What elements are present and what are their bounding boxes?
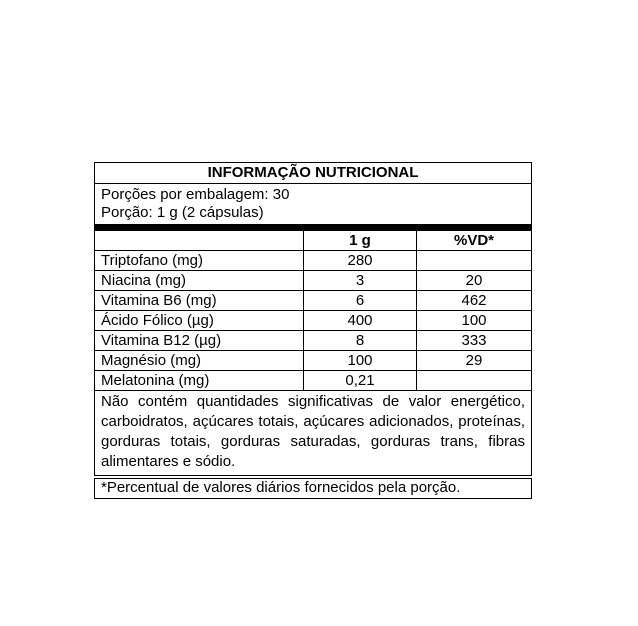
table-row bbox=[95, 371, 531, 391]
table-row bbox=[95, 331, 531, 351]
nutrient-vd: 462 bbox=[417, 291, 532, 311]
servings-info bbox=[95, 184, 531, 224]
table-row bbox=[95, 251, 531, 271]
nutrient-name: Niacina (mg) bbox=[95, 271, 304, 291]
nutrient-amount: 100 bbox=[304, 351, 417, 371]
nutrient-vd: 20 bbox=[417, 271, 532, 291]
nutrient-name: Triptofano (mg) bbox=[95, 251, 304, 271]
header-vd-cell: %VD* bbox=[453, 232, 494, 249]
nutrient-name: Magnésio (mg) bbox=[95, 351, 304, 371]
header-name-cell bbox=[95, 231, 304, 251]
nutrient-vd: 333 bbox=[417, 331, 532, 351]
nutrient-amount: 0,21 bbox=[304, 371, 417, 391]
nutrition-facts-label bbox=[94, 162, 532, 476]
serving-size: Porção: 1 g (2 cápsulas) bbox=[101, 204, 264, 221]
nutrient-name: Vitamina B6 (mg) bbox=[95, 291, 304, 311]
nutrient-vd bbox=[417, 371, 532, 391]
insignificant-amounts-notice: Não contém quantidades significativas de valor energético, carboidratos, açúcares totais, açúcares adicionados, proteínas, gorduras totais, gorduras saturadas, gorduras trans, fibras alimentares e sódio. bbox=[95, 390, 531, 475]
daily-value-footnote: *Percentual de valores diários fornecidos pela porção. bbox=[94, 478, 532, 499]
nutrient-name: Ácido Fólico (µg) bbox=[95, 311, 304, 331]
table-row bbox=[95, 311, 531, 331]
nutrient-amount: 280 bbox=[304, 251, 417, 271]
nutrient-amount: 8 bbox=[304, 331, 417, 351]
header-amount-cell: 1 g bbox=[304, 231, 417, 251]
servings-per-package: Porções por embalagem: 30 bbox=[101, 186, 290, 203]
nutrient-amount: 6 bbox=[304, 291, 417, 311]
nutrient-vd: 29 bbox=[417, 351, 532, 371]
nutrient-vd bbox=[417, 251, 532, 271]
table-header-row bbox=[95, 231, 531, 251]
nutrient-table bbox=[95, 231, 531, 390]
label-title: INFORMAÇÃO NUTRICIONAL bbox=[95, 163, 531, 184]
thick-divider bbox=[95, 224, 531, 231]
nutrient-amount: 3 bbox=[304, 271, 417, 291]
table-row bbox=[95, 271, 531, 291]
nutrient-name: Vitamina B12 (µg) bbox=[95, 331, 304, 351]
table-row bbox=[95, 351, 531, 371]
nutrient-name: Melatonina (mg) bbox=[95, 371, 304, 391]
nutrient-vd: 100 bbox=[417, 311, 532, 331]
nutrient-amount: 400 bbox=[304, 311, 417, 331]
table-row bbox=[95, 291, 531, 311]
